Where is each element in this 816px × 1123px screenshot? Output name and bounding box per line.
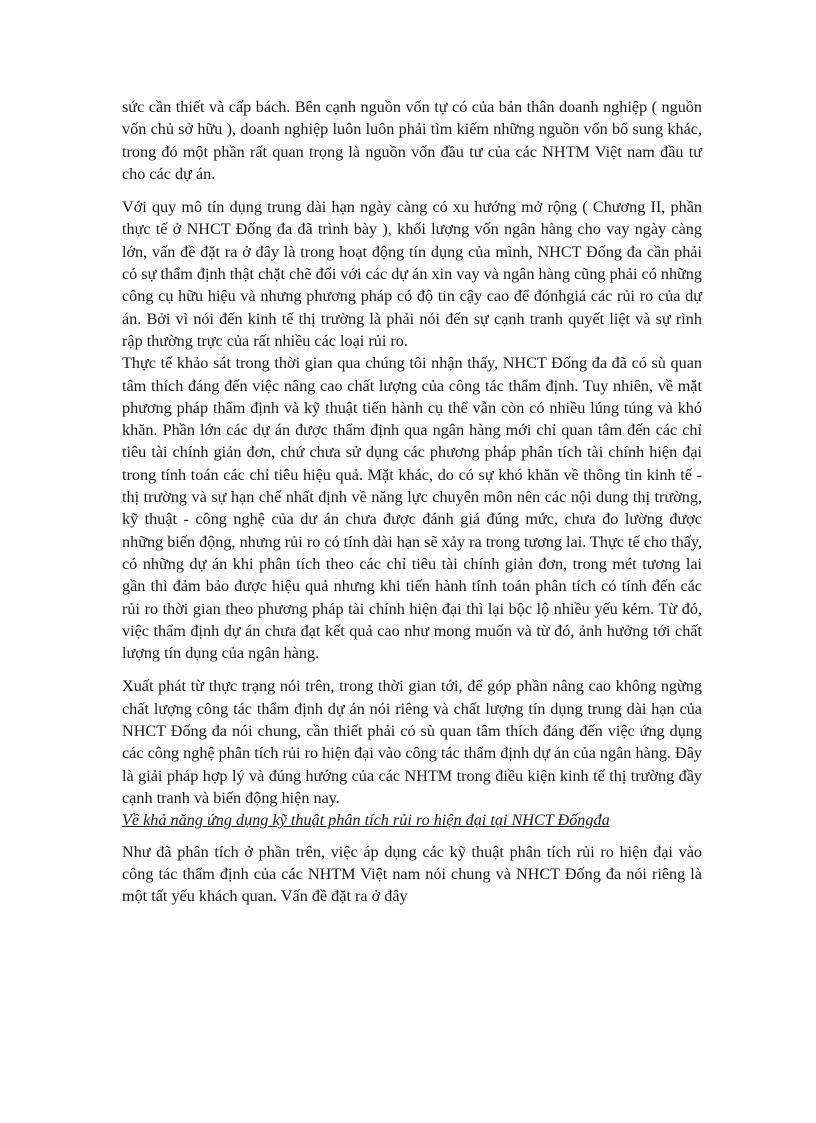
paragraph-final: Như đã phân tích ở phần trên, việc áp dụng các kỹ thuật phân tích rủi ro hiện đại vào công tác thẩm định của các NHTM Việt nam nói chung và NHCT Đống đa nói riêng là một tất yếu khách quan. Vấn đề đặt ra ở đây [122, 842, 702, 906]
document-body [122, 96, 702, 918]
paragraph-credit-scale: Với quy mô tín dụng trung dài hạn ngày càng có xu hướng mở rộng ( Chương II, phần thực tế ở NHCT Đống đa đã trình bày ), khối lượng vốn ngân hàng cho vay ngày càng lớn, vấn đề đặt ra ở đây là trong hoạt động tín dụng của mình, NHCT Đống đa cần phải có sự thẩm định thật chặt chẽ đối với các dự án xin vay và ngân hàng cũng phải có những công cụ hữu hiệu và nhưng phương pháp có độ tin cậy cao để đónhgiá các rủi ro của dự án. Bởi vì nói đến kinh tế thị trường là phải nói đến sự cạnh tranh quyết liệt và sự rình rập thường trực của rất nhiều các loại rủi ro. [122, 198, 702, 350]
section-heading: Về khả năng ứng dụng kỹ thuật phân tích rủi ro hiện đại tại NHCT Đốngđa [122, 811, 610, 830]
paragraph-intro: sức cần thiết và cấp bách. Bên cạnh nguồn vốn tự có của bản thân doanh nghiệp ( nguồn vốn chủ sở hữu ), doanh nghiệp luôn luôn phải tìm kiếm những nguồn vốn bổ sung khác, trong đó một phần rất quan trọng là nguồn vốn đầu tư của các NHTM Việt nam đầu tư cho các dự án. [122, 98, 702, 183]
paragraph-survey: Thực tế khảo sát trong thời gian qua chúng tôi nhận thấy, NHCT Đống đa đã có sù quan tâm thích đáng đến việc nâng cao chất lượng của công tác thẩm định. Tuy nhiên, về mặt phương pháp thẩm định và kỹ thuật tiến hành cụ thể vẫn còn có nhiều lúng túng và khó khăn. Phần lớn các dự án được thẩm định qua ngân hàng mới chỉ quan tâm đến các chỉ tiêu tài chính giản đơn, chứ chưa sử dụng các phương pháp phân tích tài chính hiện đại trong tính toán các chỉ tiêu hiệu quả. Mặt khác, do có sự khó khăn về thông tin kinh tế - thị trường và sự hạn chế nhất định về năng lực chuyên môn nên các nội dung thị trường, kỹ thuật - công nghệ của dư án chưa được đánh giá đúng mức, chưa đo lường được những biến động, nhưng rủi ro có tính dài hạn sẽ xảy ra trong tương lai. Thực tế cho thấy, có những dự án khi phân tích theo các chỉ tiêu tài chính giản đơn, trong mét tương lai gần thì đảm bảo được hiệu quả nhưng khi tiến hành tính toán phân tích có tính đến các rủi ro thời gian theo phương pháp tài chính hiện đại thì lại bộc lộ nhiều yếu kém. Từ đó, việc thẩm định dự án chưa đạt kết quả cao như mong muốn và từ đó, ảnh hưởng tới chất lượng tín dụng của ngân hàng. [122, 354, 702, 663]
paragraph-proposal: Xuất phát từ thực trạng nói trên, trong thời gian tới, để góp phần nâng cao không ngừng chất lượng công tác thẩm định dự án nói riêng và chất lượng tín dụng trung dài hạn của NHCT Đống đa nói chung, cần thiết phải có sù quan tâm thích đáng đến việc ứng dụng các công nghệ phân tích rủi ro hiện đại vào công tác thẩm định dự án của ngân hàng. Đây là giải pháp hợp lý và đúng hướng của các NHTM trong điều kiện kinh tế thị trường đầy cạnh tranh và biến động hiện nay. [122, 677, 702, 807]
